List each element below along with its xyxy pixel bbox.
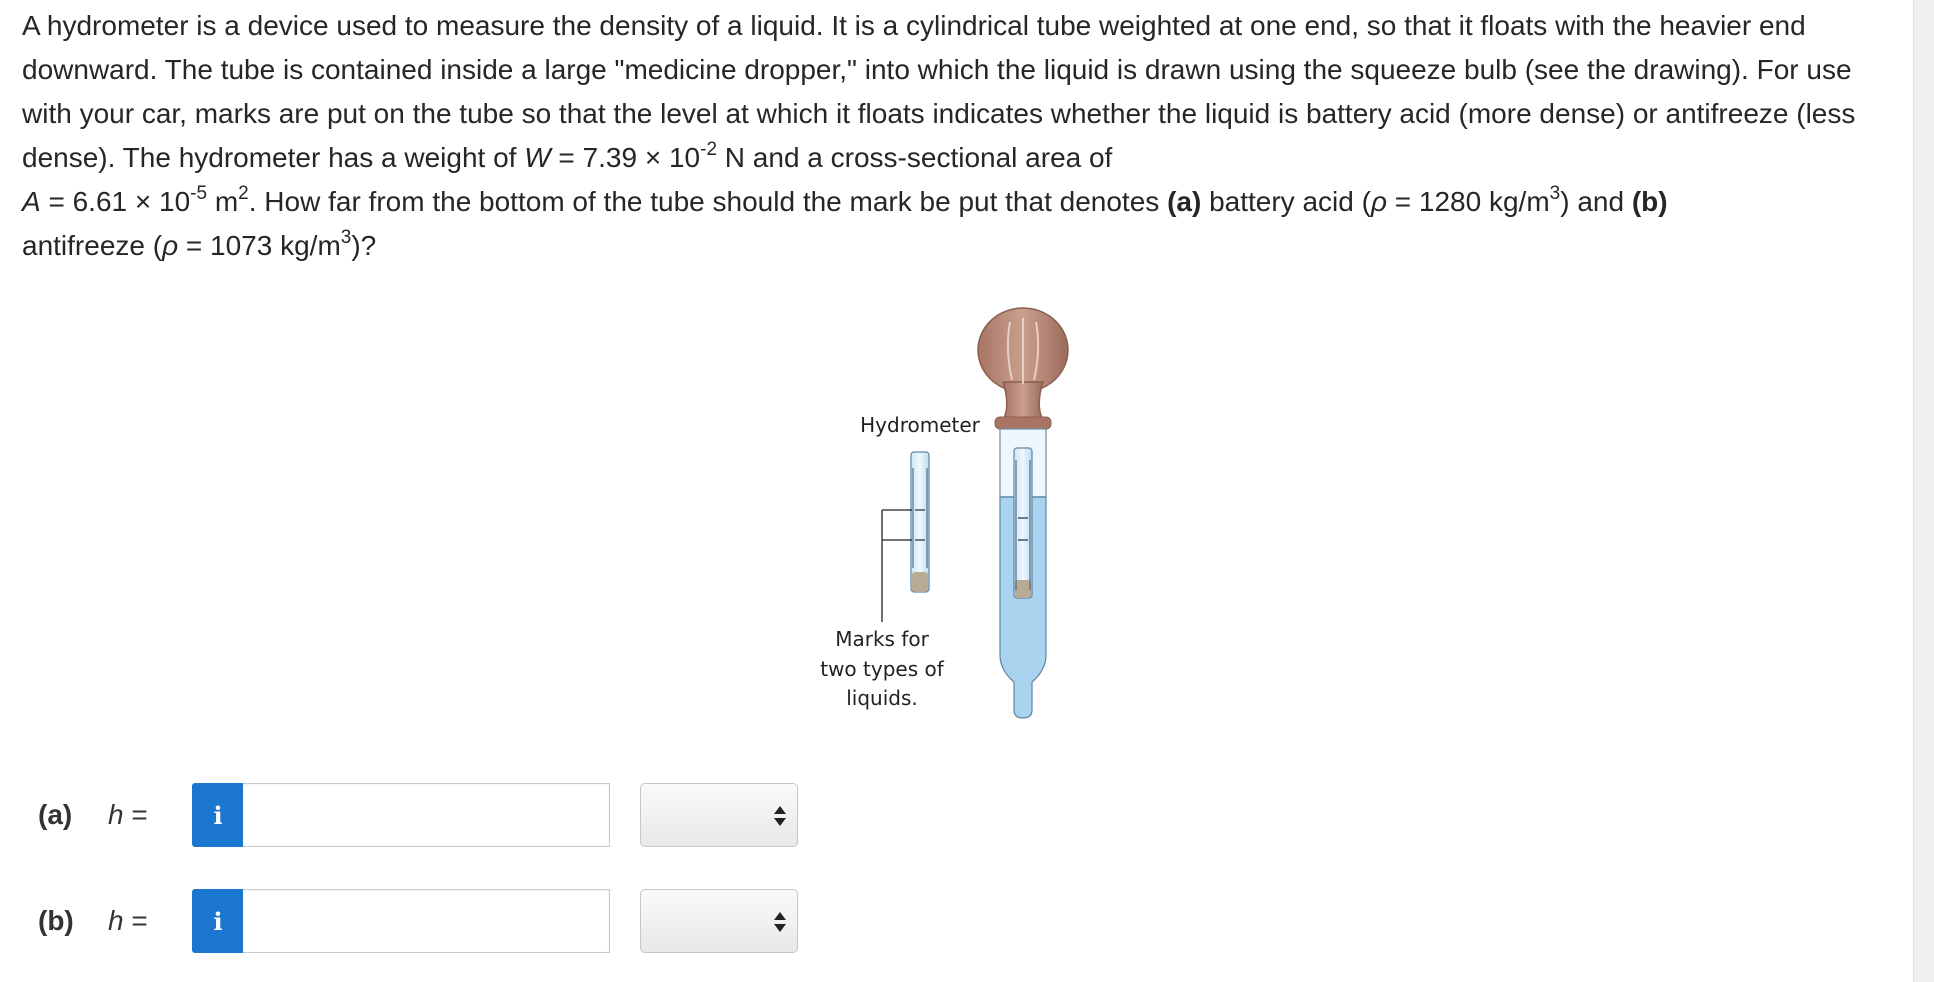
question-end: )? [351,230,377,261]
density-b-exponent: 3 [340,226,352,248]
equals-a: = [123,799,148,830]
weight-exponent: -2 [700,138,718,160]
marks-label-line3: liquids. [846,686,918,710]
density-a-exponent: 3 [1549,182,1561,204]
select-arrows-icon [773,802,787,830]
scrollbar-track[interactable] [1913,0,1934,982]
rho-symbol-b: ρ [162,230,179,261]
hydrometer-standalone [911,452,929,592]
weight-value: = 7.39 × 10 [550,142,701,173]
answer-row-a [38,783,838,849]
h-symbol-a: h [108,799,124,830]
hydrometer-label: Hydrometer [860,413,980,437]
area-exponent: -5 [190,182,208,204]
weight-symbol: W [524,142,551,173]
question-intro: A hydrometer is a device used to measure the density of a liquid. It is a cylindrical tube weighted at one end, so that it floats with the heavier end downward. The tube is contained inside a large "medicine dropper," into which the liquid is drawn using the squeeze bulb (see the drawing). For use with your car, marks are put on the tube so that the level at which it floats indicates whether the liquid is battery acid (more dense) or antifreeze (less dense). The hydrometer has a weight of [22,10,1856,173]
area-unit: m [207,186,239,217]
density-b: = 1073 kg/m [178,230,341,261]
info-glyph-a: i [213,800,223,830]
question-ask: . How far from the bottom of the tube should the mark be put that denotes [248,186,1168,217]
part-a-marker: (a) [1167,186,1202,217]
area-value: = 6.61 × 10 [40,186,191,217]
part-b-marker: (b) [1631,186,1668,217]
select-arrows-icon [773,908,787,936]
question-text [22,4,1882,268]
question-antifreeze: antifreeze ( [22,230,163,261]
h-symbol-b: h [108,905,124,936]
part-a-label: (a) [38,799,73,830]
area-symbol: A [22,186,41,217]
area-unit-exponent: 2 [238,182,249,204]
info-glyph-b: i [213,906,223,936]
hydrometer-inside [1014,448,1032,598]
h-label-b [108,905,148,937]
unit-select-a[interactable] [640,783,798,847]
squeeze-bulb [978,308,1068,429]
part-b-label: (b) [38,905,74,936]
rho-symbol-a: ρ [1370,186,1387,217]
answer-a-input[interactable] [243,783,610,847]
hydrometer-figure [800,300,1100,730]
marks-label-line1: Marks for [835,627,929,651]
question-and: ) and [1560,186,1632,217]
equals-b: = [123,905,148,936]
question-battery: battery acid ( [1201,186,1371,217]
unit-select-b[interactable] [640,889,798,953]
answer-row-b [38,889,838,955]
info-icon[interactable] [192,783,244,847]
info-icon[interactable] [192,889,244,953]
weight-unit: N and a cross-sectional area of [717,142,1113,173]
h-label-a [108,799,148,831]
marks-label-line2: two types of [820,657,944,681]
answer-b-input[interactable] [243,889,610,953]
marks-pointer [882,510,912,622]
density-a: = 1280 kg/m [1386,186,1550,217]
